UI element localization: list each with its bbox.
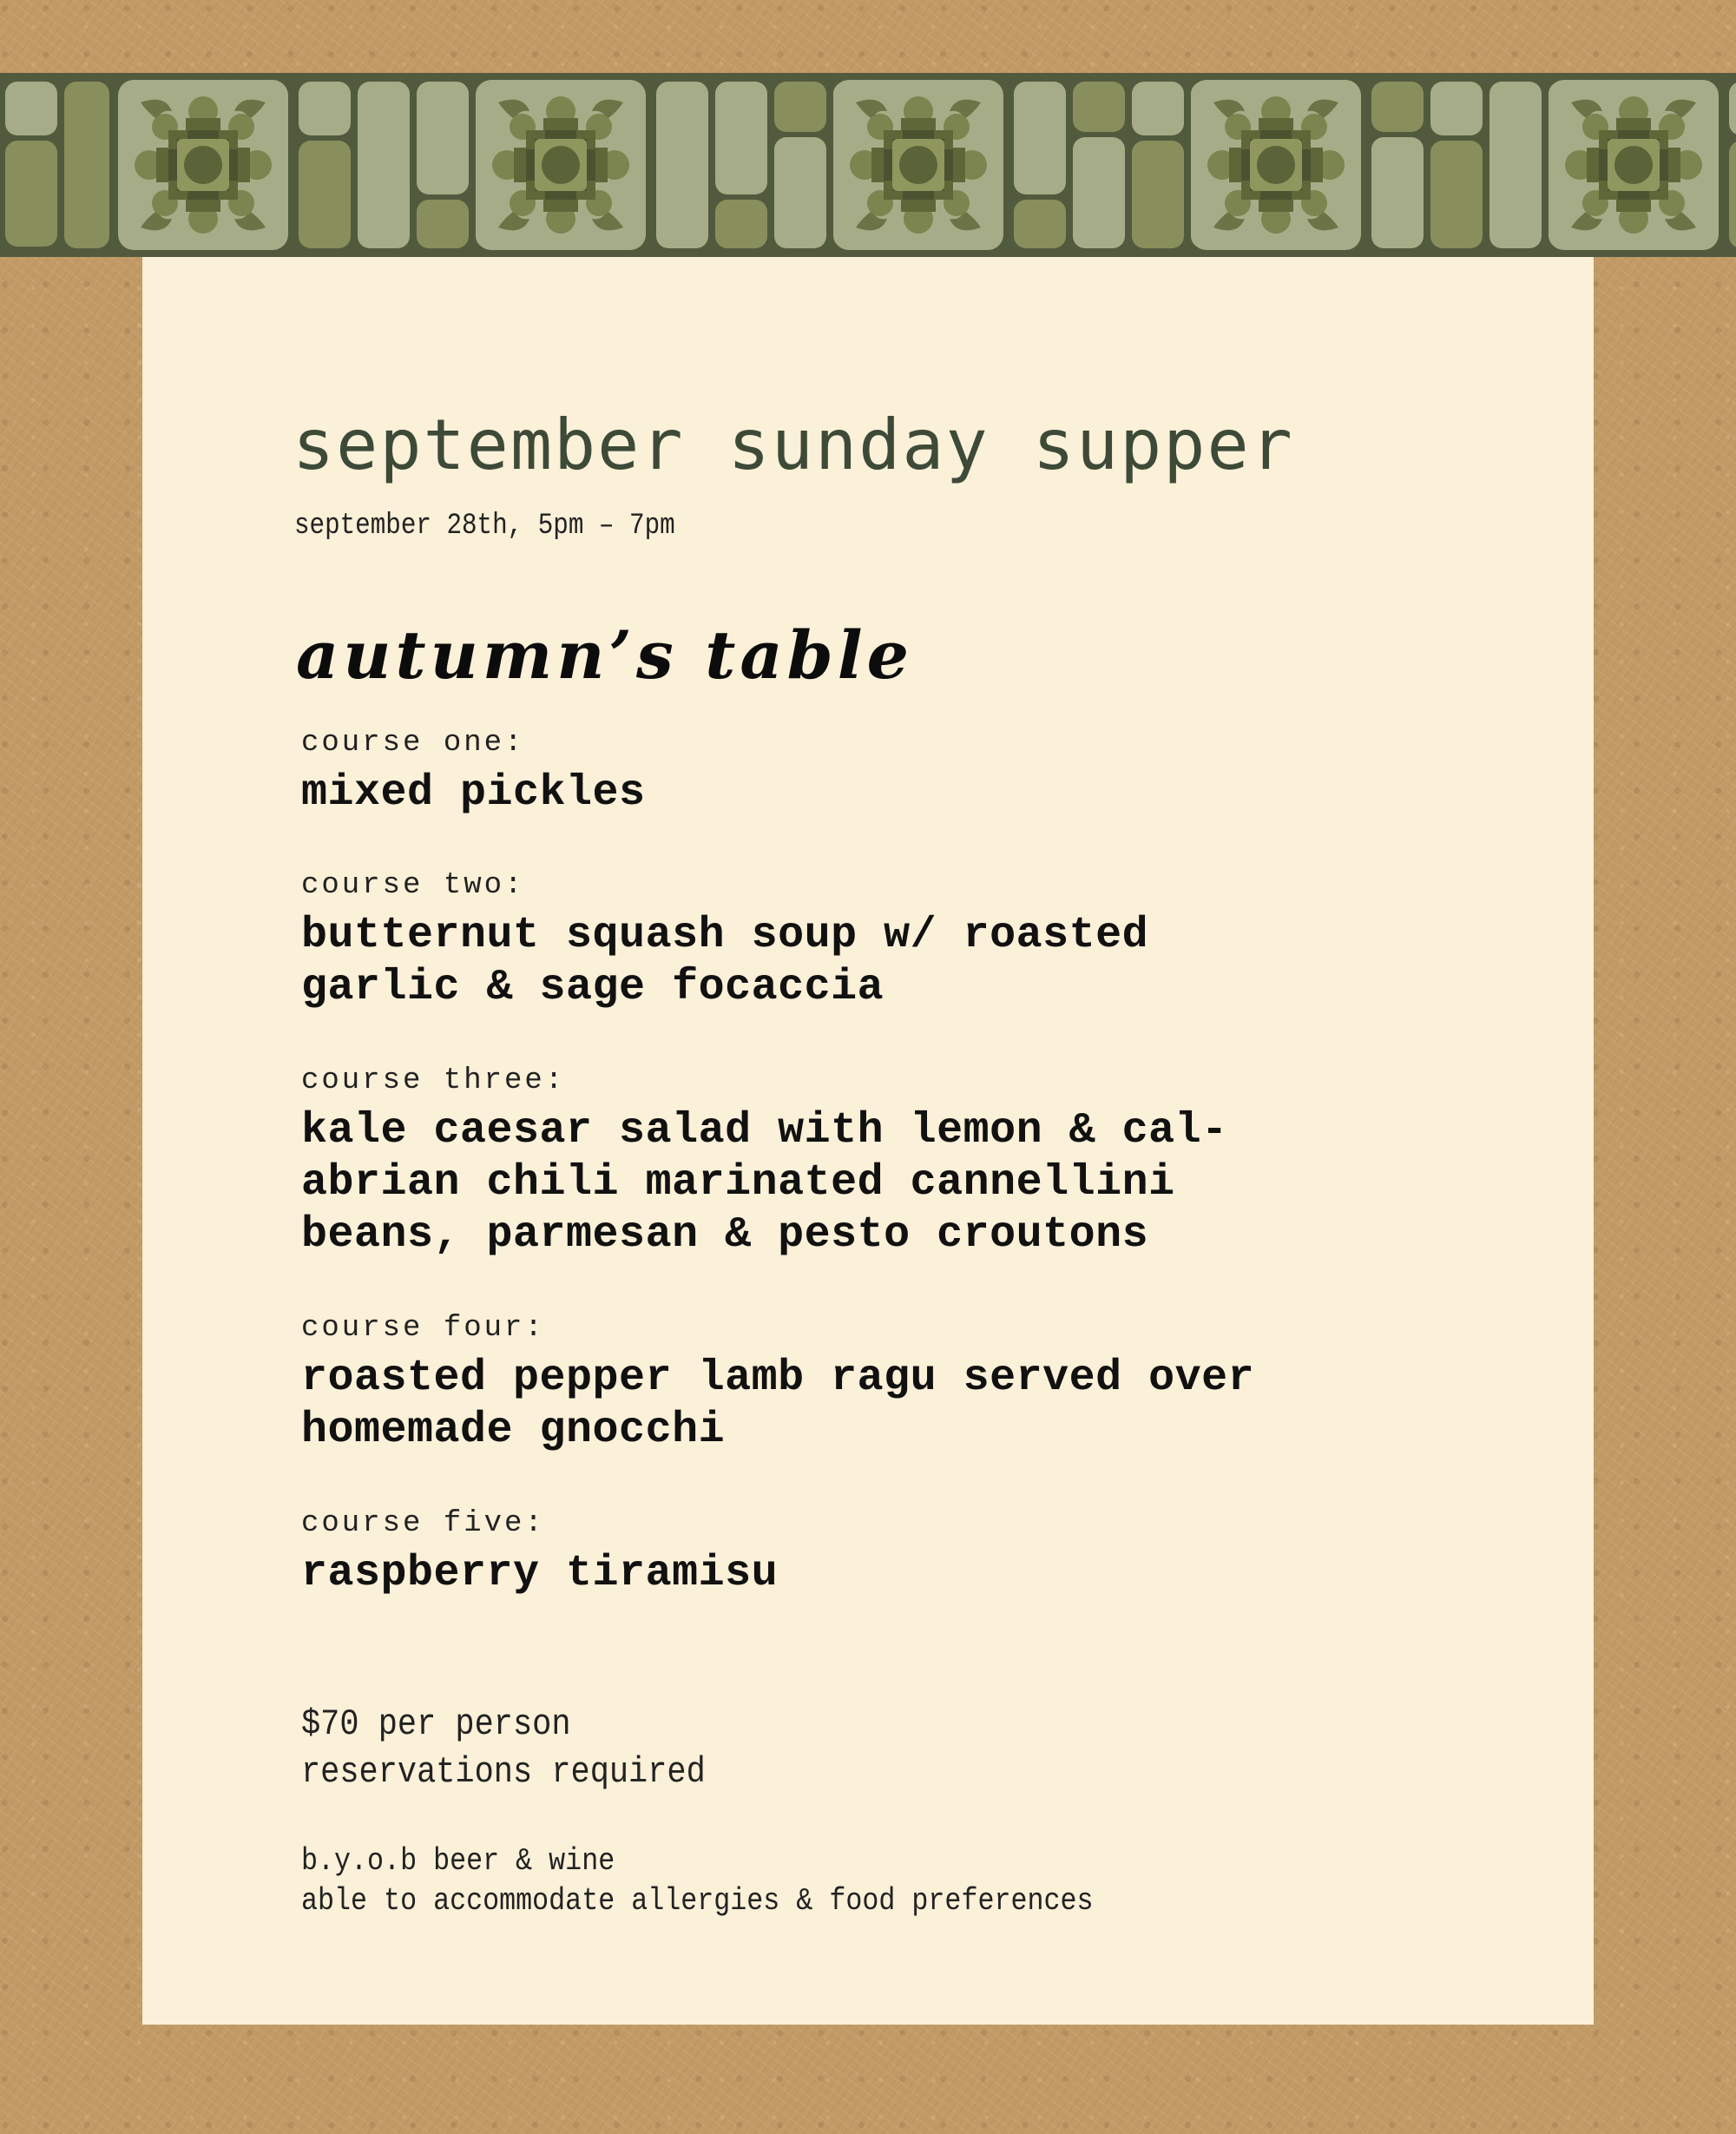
decorative-tile-banner bbox=[0, 73, 1736, 257]
banner-tile bbox=[1014, 200, 1066, 248]
course-label: course three: bbox=[301, 1064, 566, 1097]
course-label: course five: bbox=[301, 1507, 545, 1540]
banner-tile bbox=[774, 82, 826, 132]
banner-tile bbox=[715, 200, 767, 248]
reservations-text: reservations required bbox=[301, 1751, 706, 1793]
banner-tile bbox=[1729, 82, 1736, 135]
banner-tile bbox=[64, 82, 109, 248]
banner-tile bbox=[417, 82, 469, 194]
course-item-five bbox=[301, 1506, 1343, 1600]
course-item-three bbox=[301, 1064, 1343, 1261]
allergies-text: able to accommodate allergies & food preferences bbox=[301, 1883, 1094, 1919]
banner-tile bbox=[417, 200, 469, 248]
course-dish: butternut squash soup w/ roasted garlic & sage focaccia bbox=[301, 911, 1149, 1012]
banner-tile bbox=[1489, 82, 1542, 248]
banner-tile bbox=[358, 82, 410, 248]
course-label: course four: bbox=[301, 1312, 545, 1345]
course-item-two bbox=[301, 868, 1343, 1014]
course-item-one bbox=[301, 726, 1343, 820]
course-dish: kale caesar salad with lemon & cal- abrian chili marinated cannellini beans, parmesan & pesto croutons bbox=[301, 1106, 1228, 1260]
banner-tile bbox=[1132, 141, 1184, 248]
geometric-floral-tile-icon bbox=[1549, 80, 1719, 250]
banner-tile bbox=[1729, 141, 1736, 248]
banner-tile bbox=[656, 82, 708, 248]
banner-tile bbox=[715, 82, 767, 194]
course-dish: mixed pickles bbox=[301, 768, 646, 818]
course-label: course two: bbox=[301, 869, 525, 902]
menu-card bbox=[142, 257, 1594, 2025]
geometric-floral-tile-icon bbox=[833, 80, 1003, 250]
banner-tile bbox=[1371, 137, 1424, 248]
banner-tile bbox=[1371, 82, 1424, 132]
banner-tile bbox=[1132, 82, 1184, 135]
banner-tile bbox=[5, 82, 57, 135]
menu-theme-heading: autumn’s table bbox=[296, 616, 913, 694]
course-label: course one: bbox=[301, 727, 525, 760]
notes-block bbox=[301, 1841, 1094, 1921]
banner-tile bbox=[299, 82, 351, 135]
course-item-four bbox=[301, 1311, 1343, 1457]
course-dish: raspberry tiramisu bbox=[301, 1549, 779, 1598]
page-title: september sunday supper bbox=[293, 405, 1294, 485]
banner-tile bbox=[1073, 137, 1125, 248]
banner-tile bbox=[1430, 82, 1483, 135]
banner-tile bbox=[1014, 82, 1066, 194]
event-datetime: september 28th, 5pm – 7pm bbox=[294, 510, 675, 543]
banner-tile bbox=[299, 141, 351, 248]
byob-text: b.y.o.b beer & wine bbox=[301, 1843, 615, 1879]
banner-tile bbox=[774, 137, 826, 248]
geometric-floral-tile-icon bbox=[1191, 80, 1361, 250]
price-text: $70 per person bbox=[301, 1703, 571, 1745]
banner-tile bbox=[1430, 141, 1483, 248]
course-dish: roasted pepper lamb ragu served over homemade gnocchi bbox=[301, 1354, 1255, 1455]
banner-tile bbox=[1073, 82, 1125, 132]
pricing-block bbox=[301, 1701, 706, 1796]
banner-tile bbox=[5, 141, 57, 247]
geometric-floral-tile-icon bbox=[476, 80, 646, 250]
geometric-floral-tile-icon bbox=[118, 80, 288, 250]
